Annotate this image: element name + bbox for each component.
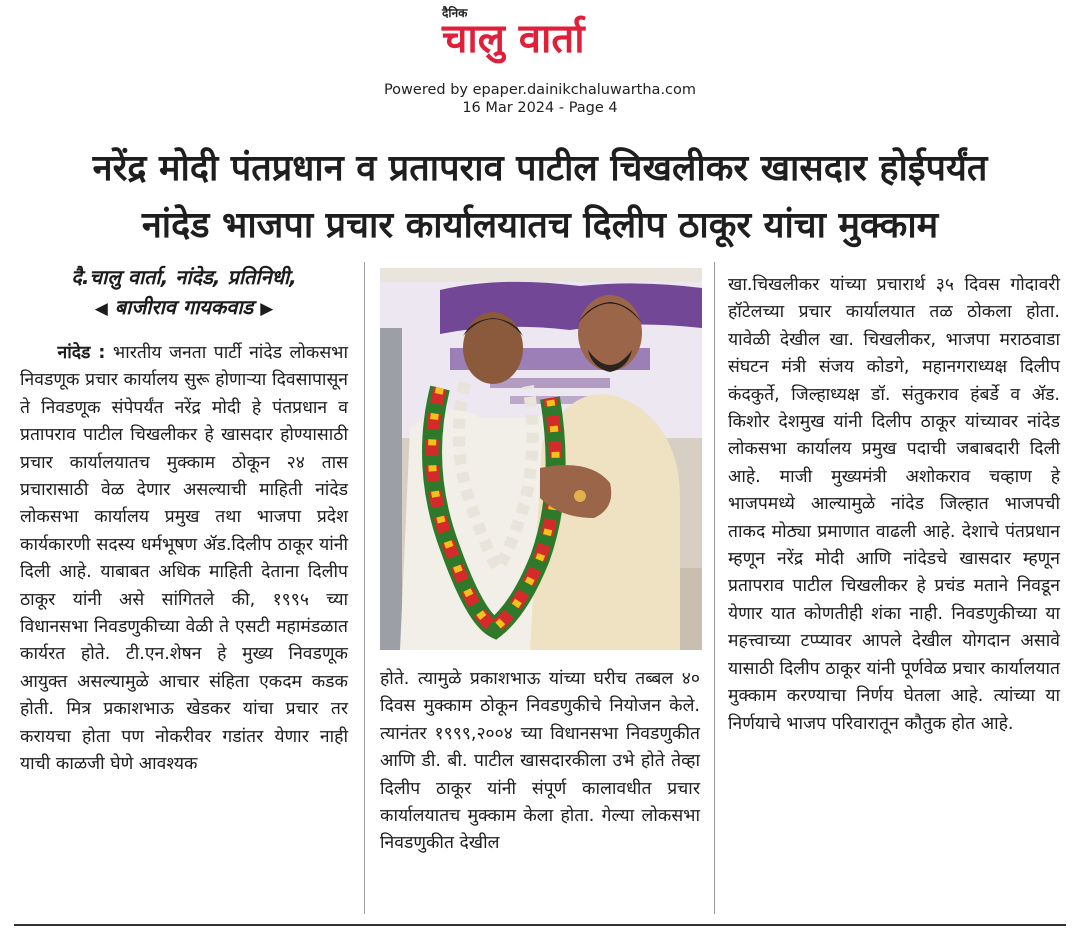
arrow-right-icon: ▶	[260, 299, 274, 319]
newspaper-logo	[440, 4, 640, 66]
article-column-3	[728, 272, 1060, 738]
dateline: नांदेड :	[57, 343, 106, 363]
news-photo	[380, 268, 702, 650]
byline-author: बाजीराव गायकवाड	[114, 295, 254, 319]
logo-title: चालु वार्ता	[442, 16, 585, 62]
column-2-text: होते. त्यामुळे प्रकाशभाऊ यांच्या घरीच तब्बल ४० दिवस मुक्काम ठोकून निवडणुकीचे नियोजन केले. त्यानंतर १९९९,२००४ च्या विधानसभा निवडणुकीत आणि डी. बी. पाटील खासदारकीला उभे होते तेव्हा दिलीप ठाकूर यांनी संपूर्ण कालावधीत प्रचार कार्यालयातच मुक्काम केला होता. गेल्या लोकसभा निवडणुकीत देखील	[380, 669, 700, 854]
article-column-2	[380, 666, 700, 858]
photo-garland-felicitation	[380, 268, 702, 650]
byline	[20, 262, 348, 324]
masthead	[0, 0, 1080, 125]
date-page-line: 16 Mar 2024 - Page 4	[462, 100, 618, 116]
arrow-left-icon: ◀	[94, 299, 108, 319]
byline-author-row	[20, 292, 348, 324]
powered-by-line: Powered by epaper.dainikchaluwartha.com	[383, 82, 697, 98]
column-1-text: भारतीय जनता पार्टी नांदेड लोकसभा निवडणूक प्रचार कार्यालय सुरू होणाऱ्या दिवसापासून ते निवडणूक संपेपर्यंत नरेंद्र मोदी हे पंतप्रधान व प्रतापराव पाटील चिखलीकर हे खासदार होण्यासाठी प्रचार कार्यालयातच मुक्काम ठोकून २४ तास प्रचारासाठी वेळ देणार असल्याची माहिती नांदेड लोकसभा कार्यालय प्रमुख तथा भाजपा प्रदेश कार्यकारणी सदस्य धर्मभूषण ॲड.दिलीप ठाकूर यांनी दिली आहे. याबाबत अधिक माहिती देताना दिलीप ठाकूर यांनी असे सांगितले की, १९९५ च्या विधानसभा निवडणुकीच्या वेळी ते एसटी महामंडळात कार्यरत होते. टी.एन.शेषन हे मुख्य निवडणूक आयुक्त असल्यामुळे आचार संहिता एकदम कडक होती. मित्र प्रकाशभाऊ खेडकर यांचा प्रचार तर करायचा होता पण नोकरीवर गडांतर येणार नाही याची काळजी घेणे आवश्यक	[20, 343, 348, 775]
headline-line-1: नरेंद्र मोदी पंतप्रधान व प्रतापराव पाटील चिखलीकर खासदार होईपर्यंत	[92, 148, 988, 189]
column-3-text: खा.चिखलीकर यांच्या प्रचारार्थ ३५ दिवस गोदावरी हॉटेलच्या प्रचार कार्यालयात तळ ठोकला होता. यावेळी देखील खा. चिखलीकर, भाजपा मराठवाडा संघटन मंत्री संजय कोडगे, महानगराध्यक्ष दिलीप कंदकुर्ते, जिल्हाध्यक्ष डॉ. संतुकराव हंबर्डे व ॲड. किशोर देशमुख यांनी दिलीप ठाकूर यांच्यावर नांदेड लोकसभा कार्यालय प्रमुख पदाची जबाबदारी दिली आहे. माजी मुख्यमंत्री अशोकराव चव्हाण हे भाजपमध्ये आल्यामुळे नांदेड जिल्हात भाजपची ताकद मोठ्या प्रमाणात वाढली आहे. देशाचे पंतप्रधान म्हणून नरेंद्र मोदी आणि नांदेडचे खासदार म्हणून प्रतापराव पाटील चिखलीकर हे प्रचंड मताने निवडून येणार यात कोणतीही शंका नाही. निवडणुकीच्या या महत्त्वाच्या टप्प्यावर आपले देखील योगदान असावे यासाठी दिलीप ठाकूर यांनी पूर्णवेळ प्रचार कार्यालयात मुक्काम करण्याचा निर्णय घेतला आहे. त्यांच्या या निर्णयाचे भाजप परिवारातून कौतुक होत आहे.	[728, 275, 1060, 734]
article-column-1	[20, 340, 348, 779]
column-divider	[364, 262, 365, 914]
bottom-rule	[14, 924, 1066, 926]
headline-line-2: नांदेड भाजपा प्रचार कार्यालयातच दिलीप ठाकूर यांचा मुक्काम	[141, 205, 939, 246]
byline-publication: दै.चालु वार्ता, नांदेड, प्रतिनिधी,	[71, 265, 297, 289]
column-divider	[714, 262, 715, 914]
logo-prefix: दैनिक	[442, 6, 468, 20]
